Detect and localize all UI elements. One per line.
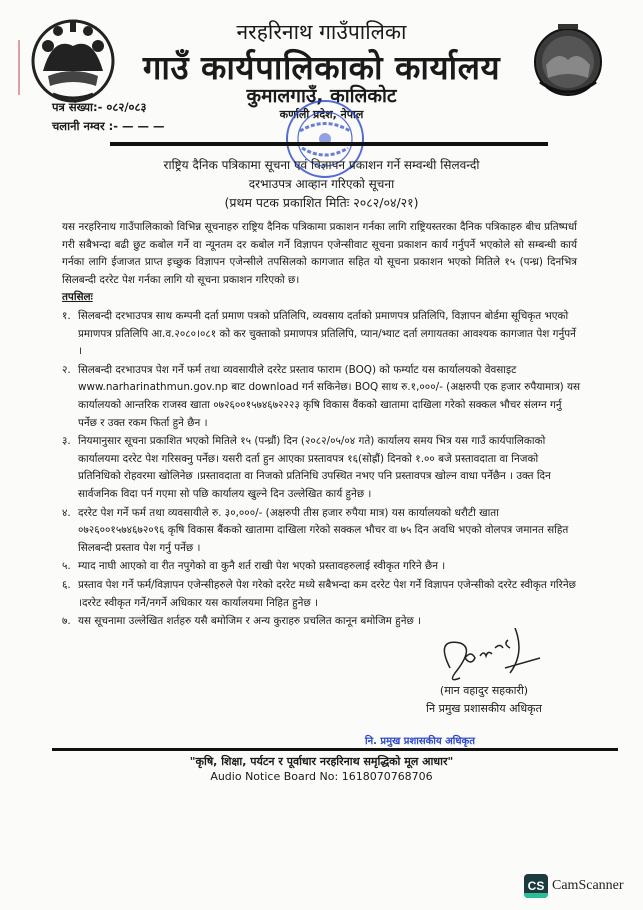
designation-stamp: नि. प्रमुख प्रशासकीय अधिकृत xyxy=(365,736,475,747)
office-name: गाउँ कार्यपालिकाको कार्यालय xyxy=(142,48,501,87)
condition-item xyxy=(62,577,582,612)
condition-item xyxy=(62,433,582,503)
condition-item xyxy=(62,558,582,576)
condition-text: दररेट पेश गर्ने फर्म तथा व्यवसायीले रु. ३०,०००/- (अक्षरुपी तीस हजार रुपैया मात्र) यस कार्यालयको धरौटी खाता ०७२६००१५७४६७२०९६ कृषि विकास बैंकको खातामा दाखिला गरेको सक्कल भौचर वा ७५ दिन अवधि भएको वोलपत्र जमानत सहित सिलबन्दी प्रस्ताव पेश गर्नु पर्नेछ । xyxy=(78,506,569,554)
condition-number: ४. xyxy=(62,506,71,519)
condition-text: यस सूचनामा उल्लेखित शर्तहरु यसै बमोजिम र अन्य कुराहरु प्रचलित कानून बमोजिम हुनेछ । xyxy=(78,615,421,628)
signatory-designation: नि प्रमुख प्रशासकीय अधिकृत xyxy=(426,702,542,715)
signature-icon xyxy=(430,628,570,688)
camscanner-watermark xyxy=(524,874,624,898)
condition-number: २. xyxy=(62,363,71,376)
condition-number: ३. xyxy=(62,435,71,448)
notice-title-line-2: दरभाउपत्र आव्हान गरिएको सूचना xyxy=(248,177,395,191)
condition-number: ७. xyxy=(62,615,71,628)
condition-number: ६. xyxy=(62,578,71,591)
condition-text: प्रस्ताव पेश गर्ने फर्म/विज्ञापन एजेन्सीहरुले पेश गरेको दररेट मध्ये सबैभन्दा कम दररेट पेश गर्ने विज्ञापन एजेन्सीको दररेट स्वीकृत गरिनेछ ।दररेट स्वीकृत गर्ने/नगर्ने अधिकार यस कार्यालयमा निहित हुनेछ । xyxy=(78,578,576,609)
audio-notice-board: Audio Notice Board No: 1618070768706 xyxy=(210,770,433,783)
condition-item xyxy=(62,362,582,432)
condition-number: १. xyxy=(62,310,71,322)
municipality-name: नरहरिनाथ गाउँपालिका xyxy=(236,20,407,44)
office-location: कुमालगाउँ, कालिकोट xyxy=(246,85,397,107)
signatory-name: (मान वहादुर सहकारी) xyxy=(439,684,529,697)
condition-number: ५. xyxy=(62,560,71,573)
footer-motto: "कृषि, शिक्षा, पर्यटन र पूर्वाधार नरहरिनाथ समृद्धिको मूल आधार" xyxy=(189,755,454,768)
condition-text: सिलबन्दी दरभाउपत्र पेश गर्ने फर्म तथा व्यवसायीले दररेट प्रस्ताव फाराम (BOQ) को फर्म्याट यस कार्यालयको वेवसाइट www.narharinathmun.gov.np बाट download गर्न सकिनेछ। BOQ साथ रु.१,०००/- (अक्षरुपी एक हजार रुपैयामात्र) यस कार्यालयको आन्तरिक राजस्व खाता ०७२६००१५७४६७२२२३ कृषि विकास वैंकको खातामा दाखिला गरेको सक्कल भौचर संलग्न गर्नु पर्नेछ र उक्त रकम फिर्ता हुने छैन । xyxy=(78,363,581,429)
condition-text: म्याद नाघी आएको वा रीत नपुगेको वा कुनै शर्त राखी पेश भएको प्रस्तावहरुलाई स्वीकृत गरिने छैन । xyxy=(78,560,446,573)
notice-intro-paragraph: यस नरहरिनाथ गाउँपालिकाको विभिन्न सूचनाहरु राष्ट्रिय दैनिक पत्रिकामा प्रकाशन गर्नका लागि राष्ट्रियस्तरका दैनिक पत्रिकाहरु बीच प्रतिष्पर्धा गरी सबैभन्दा बढी छुट कबोल गर्ने वा न्यूनतम दर कबोल गर्ने विज्ञापन एजेन्सीवाट सूचना प्रकाशन कार्य गर्नुपर्ने भएकोले सो सम्बन्धी कार्य गर्नका लागि ईजाजत प्राप्त इच्छुक विज्ञापन एजेन्सीले तपसिलको कागजात सहित यो सूचना प्रकाशन भएको मितिले १५ (पन्ध्र) दिनभित्र सिलबन्दी दररेट पेश गर्नका लागि यो सूचना प्रकाशन गरिएको छ। xyxy=(62,221,577,286)
conditions-list xyxy=(62,308,582,631)
condition-text: नियमानुसार सूचना प्रकाशित भएको मितिले १५ (पन्ध्रौं) दिन (२०८२/०५/०४ गते) कार्यालय समय भित्र यस गाउँ कार्यपालिकाको कार्यालयमा दररेट पेश गरिसक्नु पर्नेछ। यसरी दर्ता हुन आएका प्रस्तावपत्र १६(सोह्रौं) दिनको १.०० बजे प्रस्तावदाता वा निजको प्रतिनिधिको रोहवरमा खोलिनेछ ।प्रस्तावदाता वा निजको प्रतिनिधि उपस्थित नभए पनि प्रस्तावपत्र खोल्न वाधा पर्नेछैन । उक्त दिन सार्वजनिक विदा पर्न गएमा सो पछि कार्यालय खुल्ने दिन उल्लेखित कार्य हुनेछ । xyxy=(78,435,551,500)
footer-divider xyxy=(52,748,618,751)
province-name: कर्णाली प्रदेश, नेपाल xyxy=(279,108,364,121)
details-heading: तपसिलः xyxy=(62,291,93,303)
notice-title-line-1: राष्ट्रिय दैनिक पत्रिकामा सूचना एवं विज्ञापन प्रकाशन गर्ने सम्वन्धी सिलवन्दी xyxy=(163,158,480,172)
dispatch-number: चलानी नम्वर :- — — — xyxy=(52,119,165,133)
camscanner-logo-icon: CS xyxy=(524,874,548,898)
reference-number: पत्र संख्या:- ०८२/०८३ xyxy=(52,100,147,114)
header-divider xyxy=(110,142,548,146)
notice-publish-date: (प्रथम पटक प्रकाशित मितिः २०८२/०४/२१) xyxy=(224,195,419,210)
camscanner-label: CamScanner xyxy=(552,878,624,893)
condition-text: सिलबन्दी दरभाउपत्र साथ कम्पनी दर्ता प्रमाण पत्रको प्रतिलिपि, व्यवसाय दर्ताको प्रमाणपत्र प्रतिलिपि, विज्ञापन बोर्डमा सूचिकृत भएको प्रमाणपत्र प्रतिलिपि आ.व.२०८०।०८१ को कर चुक्ताको प्रमाणपत्र प्रतिलिपि, प्यान/भ्याट दर्ता लगायतका आवश्यक कागजात पेश गर्नुपर्ने । xyxy=(78,310,576,358)
condition-item xyxy=(62,505,582,558)
condition-item xyxy=(62,308,582,361)
